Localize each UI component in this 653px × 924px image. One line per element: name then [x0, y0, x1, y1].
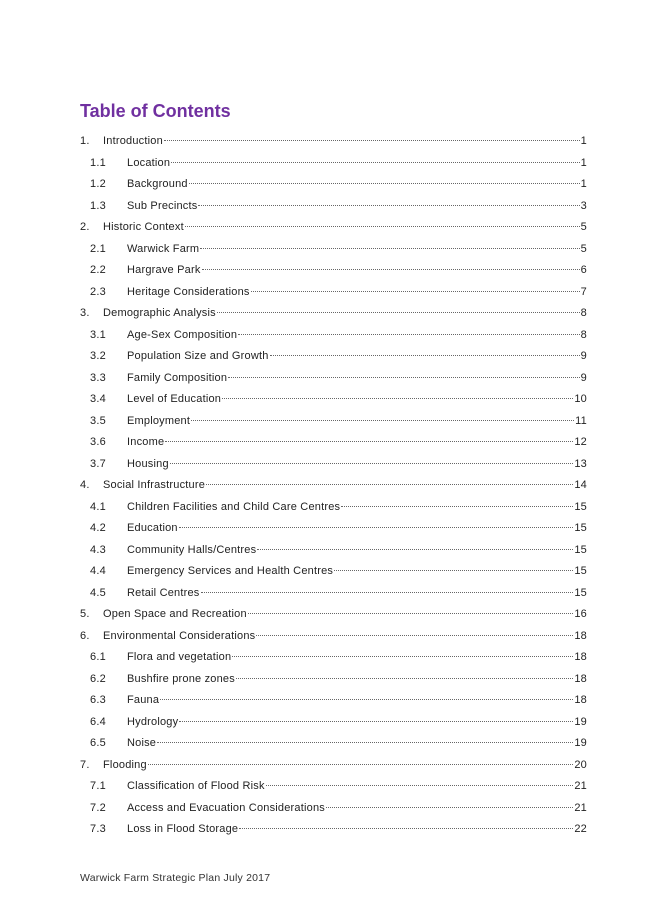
toc-entry-title[interactable]: Open Space and Recreation — [103, 608, 247, 620]
toc-entry-number: 3.7 — [90, 457, 106, 470]
toc-entry-number: 4. — [80, 479, 90, 491]
toc-entry[interactable] — [80, 540, 587, 562]
toc-entry[interactable] — [80, 260, 587, 282]
toc-entry-title[interactable]: Level of Education — [127, 393, 222, 405]
toc-entry-title[interactable]: Age-Sex Composition — [127, 328, 238, 341]
toc-entry-number: 7.1 — [90, 780, 106, 792]
toc-entry-page[interactable]: 8 — [580, 307, 587, 319]
toc-list — [80, 131, 587, 841]
toc-entry[interactable] — [80, 798, 587, 820]
toc-entry-page[interactable]: 12 — [574, 436, 587, 448]
toc-entry-number: 7.3 — [90, 823, 106, 835]
toc-entry-title[interactable]: Children Facilities and Child Care Centres — [127, 500, 341, 513]
toc-entry[interactable] — [80, 454, 587, 476]
toc-entry-title[interactable]: Sub Precincts — [127, 199, 198, 212]
toc-leader-dots — [179, 720, 573, 722]
toc-entry[interactable] — [80, 647, 587, 669]
toc-entry-number: 4.4 — [90, 565, 106, 577]
toc-leader-dots — [202, 268, 580, 270]
toc-entry-title[interactable]: Demographic Analysis — [103, 307, 216, 319]
toc-entry-title[interactable]: Access and Evacuation Considerations — [127, 801, 325, 814]
toc-entry-page[interactable]: 22 — [574, 823, 587, 835]
toc-leader-dots — [217, 311, 580, 313]
toc-entry[interactable] — [80, 239, 587, 261]
toc-entry-page[interactable]: 14 — [574, 479, 587, 491]
toc-entry[interactable] — [80, 669, 587, 691]
toc-entry-number: 3. — [80, 307, 90, 319]
toc-leader-dots — [222, 397, 573, 399]
toc-leader-dots — [148, 763, 574, 765]
toc-entry-number: 3.5 — [90, 414, 106, 427]
toc-leader-dots — [326, 806, 573, 808]
toc-entry-page[interactable]: 9 — [580, 350, 587, 362]
toc-leader-dots — [191, 419, 574, 421]
toc-entry-title[interactable]: Heritage Considerations — [127, 285, 250, 298]
toc-entry-title[interactable]: Warwick Farm — [127, 242, 200, 255]
toc-entry[interactable] — [80, 174, 587, 196]
toc-leader-dots — [256, 634, 573, 636]
toc-entry-title[interactable]: Classification of Flood Risk — [127, 780, 265, 792]
toc-entry-number: 2.3 — [90, 285, 106, 298]
toc-entry-page[interactable]: 15 — [574, 522, 587, 534]
toc-leader-dots — [165, 440, 573, 442]
toc-entry-title[interactable]: Community Halls/Centres — [127, 543, 257, 556]
toc-entry-number: 2. — [80, 221, 90, 233]
toc-entry[interactable] — [80, 432, 587, 454]
toc-leader-dots — [239, 827, 573, 829]
toc-entry[interactable] — [80, 626, 587, 648]
toc-leader-dots — [341, 505, 573, 507]
toc-entry-number: 1.3 — [90, 199, 106, 212]
toc-entry-title[interactable]: Employment — [127, 414, 191, 427]
toc-entry-page[interactable]: 18 — [574, 629, 587, 642]
toc-entry-page[interactable]: 18 — [574, 694, 587, 706]
toc-entry-number: 6. — [80, 629, 90, 642]
toc-entry[interactable] — [80, 153, 587, 175]
toc-entry-page[interactable]: 16 — [574, 608, 587, 620]
toc-entry-number: 7.2 — [90, 801, 106, 814]
toc-entry-page[interactable]: 3 — [580, 199, 587, 212]
toc-leader-dots — [251, 290, 580, 292]
page-footer: Warwick Farm Strategic Plan July 2017 — [80, 872, 271, 884]
toc-entry-title[interactable]: Fauna — [127, 694, 160, 706]
toc-leader-dots — [160, 698, 573, 700]
toc-entry-title[interactable]: Population Size and Growth — [127, 350, 269, 362]
toc-entry[interactable] — [80, 712, 587, 734]
toc-entry[interactable] — [80, 776, 587, 798]
toc-entry-page[interactable]: 18 — [574, 672, 587, 685]
toc-entry[interactable] — [80, 497, 587, 519]
toc-entry-page[interactable]: 9 — [580, 371, 587, 384]
toc-entry-title[interactable]: Noise — [127, 737, 157, 749]
toc-leader-dots — [206, 483, 573, 485]
toc-entry[interactable] — [80, 604, 587, 626]
toc-entry-page[interactable]: 7 — [580, 285, 587, 298]
toc-entry-title[interactable]: Hydrology — [127, 715, 179, 728]
toc-entry-number: 6.5 — [90, 737, 106, 749]
toc-leader-dots — [185, 225, 580, 227]
toc-entry-title[interactable]: Loss in Flood Storage — [127, 823, 239, 835]
toc-entry-page[interactable]: 19 — [574, 715, 587, 728]
toc-leader-dots — [228, 376, 579, 378]
toc-entry-page[interactable]: 11 — [575, 414, 587, 427]
toc-leader-dots — [238, 333, 579, 335]
toc-entry-number: 3.4 — [90, 393, 106, 405]
toc-entry-title[interactable]: Emergency Services and Health Centres — [127, 565, 334, 577]
toc-title: Table of Contents — [80, 101, 231, 121]
toc-entry-page[interactable]: 15 — [574, 543, 587, 556]
toc-entry-page[interactable]: 6 — [580, 264, 587, 276]
toc-entry-title[interactable]: Education — [127, 522, 178, 534]
toc-entry-number: 6.4 — [90, 715, 106, 728]
toc-entry-number: 3.1 — [90, 328, 106, 341]
toc-entry[interactable] — [80, 131, 587, 153]
toc-entry-number: 6.2 — [90, 672, 106, 685]
toc-entry[interactable] — [80, 368, 587, 390]
toc-entry-page[interactable]: 19 — [574, 737, 587, 749]
toc-entry-page[interactable]: 15 — [574, 586, 587, 599]
toc-entry-number: 1. — [80, 135, 90, 147]
toc-entry-title[interactable]: Hargrave Park — [127, 264, 201, 276]
toc-entry-number: 3.3 — [90, 371, 106, 384]
toc-leader-dots — [200, 247, 579, 249]
toc-entry-page[interactable]: 21 — [574, 801, 587, 814]
toc-entry-page[interactable]: 1 — [580, 156, 587, 169]
toc-entry-title[interactable]: Social Infrastructure — [103, 479, 206, 491]
toc-entry-page[interactable]: 13 — [574, 457, 587, 470]
toc-entry-page[interactable]: 1 — [580, 135, 587, 147]
toc-entry-page[interactable]: 8 — [580, 328, 587, 341]
toc-leader-dots — [198, 204, 579, 206]
toc-entry[interactable] — [80, 690, 587, 712]
toc-entry-page[interactable]: 1 — [580, 178, 587, 190]
toc-leader-dots — [232, 655, 573, 657]
toc-entry[interactable] — [80, 755, 587, 777]
toc-entry[interactable] — [80, 733, 587, 755]
toc-entry-title[interactable]: Flooding — [103, 758, 147, 771]
toc-entry-number: 4.1 — [90, 500, 106, 513]
toc-entry-page[interactable]: 15 — [574, 565, 587, 577]
toc-entry-page[interactable]: 5 — [580, 242, 587, 255]
toc-entry[interactable] — [80, 819, 587, 841]
toc-entry[interactable] — [80, 217, 587, 239]
toc-entry-title[interactable]: Background — [127, 178, 188, 190]
toc-entry-number: 2.1 — [90, 242, 106, 255]
toc-entry-title[interactable]: Bushfire prone zones — [127, 672, 235, 685]
toc-leader-dots — [266, 784, 574, 786]
toc-entry-title[interactable]: Environmental Considerations — [103, 629, 256, 642]
toc-entry-page[interactable]: 21 — [574, 780, 587, 792]
toc-entry[interactable] — [80, 346, 587, 368]
toc-leader-dots — [270, 354, 580, 356]
toc-leader-dots — [171, 161, 579, 163]
toc-entry[interactable] — [80, 196, 587, 218]
toc-entry-title[interactable]: Historic Context — [103, 221, 184, 233]
toc-entry-title[interactable]: Location — [127, 156, 171, 169]
toc-entry-page[interactable]: 5 — [580, 221, 587, 233]
toc-entry-page[interactable]: 10 — [574, 393, 587, 405]
toc-leader-dots — [170, 462, 574, 464]
toc-entry-number: 7. — [80, 758, 90, 771]
toc-entry-number: 4.5 — [90, 586, 106, 599]
toc-entry-title[interactable]: Introduction — [103, 135, 163, 147]
toc-entry-title[interactable]: Income — [127, 436, 165, 448]
toc-entry[interactable] — [80, 561, 587, 583]
toc-leader-dots — [201, 591, 574, 593]
toc-entry-number: 3.2 — [90, 350, 106, 362]
toc-entry-number: 4.3 — [90, 543, 106, 556]
toc-leader-dots — [334, 569, 573, 571]
toc-entry[interactable] — [80, 303, 587, 325]
toc-leader-dots — [236, 677, 573, 679]
toc-leader-dots — [189, 182, 580, 184]
toc-entry-number: 1.1 — [90, 156, 106, 169]
toc-entry[interactable] — [80, 411, 587, 433]
toc-entry-number: 2.2 — [90, 264, 106, 276]
toc-leader-dots — [257, 548, 573, 550]
toc-entry-title[interactable]: Retail Centres — [127, 586, 200, 599]
toc-entry-page[interactable]: 18 — [574, 651, 587, 663]
toc-entry-number: 3.6 — [90, 436, 106, 448]
toc-entry-page[interactable]: 20 — [574, 758, 587, 771]
toc-leader-dots — [248, 612, 574, 614]
toc-entry[interactable] — [80, 325, 587, 347]
toc-entry[interactable] — [80, 389, 587, 411]
toc-entry-number: 5. — [80, 608, 90, 620]
toc-entry[interactable] — [80, 475, 587, 497]
toc-entry-number: 6.1 — [90, 651, 106, 663]
toc-entry-number: 4.2 — [90, 522, 106, 534]
toc-entry-title[interactable]: Flora and vegetation — [127, 651, 232, 663]
toc-entry[interactable] — [80, 583, 587, 605]
toc-entry-number: 6.3 — [90, 694, 106, 706]
toc-leader-dots — [164, 139, 580, 141]
toc-leader-dots — [179, 526, 574, 528]
toc-entry-page[interactable]: 15 — [574, 500, 587, 513]
toc-entry[interactable] — [80, 282, 587, 304]
toc-entry-title[interactable]: Family Composition — [127, 371, 228, 384]
toc-entry-title[interactable]: Housing — [127, 457, 169, 470]
toc-leader-dots — [157, 741, 573, 743]
toc-entry[interactable] — [80, 518, 587, 540]
toc-entry-number: 1.2 — [90, 178, 106, 190]
